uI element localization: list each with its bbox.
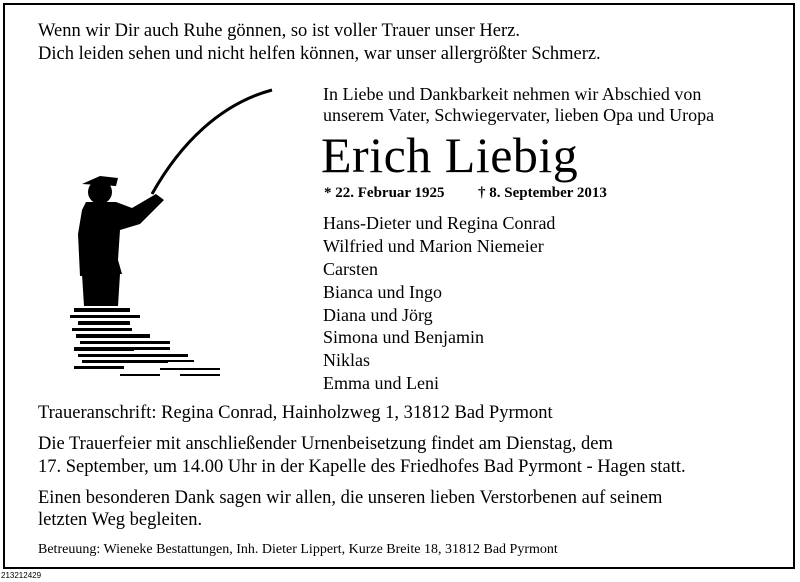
family-member-5: Diana und Jörg — [323, 305, 433, 325]
family-member-6: Simona und Benjamin — [323, 327, 484, 347]
deceased-name: Erich Liebig — [321, 127, 579, 183]
ceremony-line-1: Die Trauerfeier mit anschließender Urnenbeisetzung findet am Dienstag, dem — [38, 434, 613, 454]
intro-line-1: In Liebe und Dankbarkeit nehmen wir Abschied von — [323, 84, 702, 104]
funeral-care-line: Betreuung: Wieneke Bestattungen, Inh. Dieter Lippert, Kurze Breite 18, 31812 Bad Pyrmont — [38, 542, 558, 557]
death-date: † 8. September 2013 — [478, 185, 607, 201]
birth-date: * 22. Februar 1925 — [324, 185, 445, 201]
family-member-1: Hans-Dieter und Regina Conrad — [323, 213, 556, 233]
family-member-7: Niklas — [323, 350, 370, 370]
family-member-3: Carsten — [323, 259, 378, 279]
poem-line-2: Dich leiden sehen und nicht helfen können, war unser allergrößter Schmerz. — [38, 44, 601, 64]
fisherman-silhouette-icon — [60, 84, 275, 384]
family-member-2: Wilfried und Marion Niemeier — [323, 236, 544, 256]
thanks-line-2: letzten Weg begleiten. — [38, 510, 203, 530]
mourning-address: Traueranschrift: Regina Conrad, Hainholzweg 1, 31812 Bad Pyrmont — [38, 403, 553, 423]
family-member-8: Emma und Leni — [323, 373, 439, 393]
ceremony-line-2: 17. September, um 14.00 Uhr in der Kapelle des Friedhofes Bad Pyrmont - Hagen statt. — [38, 457, 686, 477]
thanks-line-1: Einen besonderen Dank sagen wir allen, die unseren lieben Verstorbenen auf seinem — [38, 488, 663, 508]
ad-code: 213212429 — [1, 571, 42, 580]
poem-line-1: Wenn wir Dir auch Ruhe gönnen, so ist voller Trauer unser Herz. — [38, 21, 520, 41]
family-member-4: Bianca und Ingo — [323, 282, 442, 302]
intro-line-2: unserem Vater, Schwiegervater, lieben Opa und Uropa — [323, 105, 715, 125]
